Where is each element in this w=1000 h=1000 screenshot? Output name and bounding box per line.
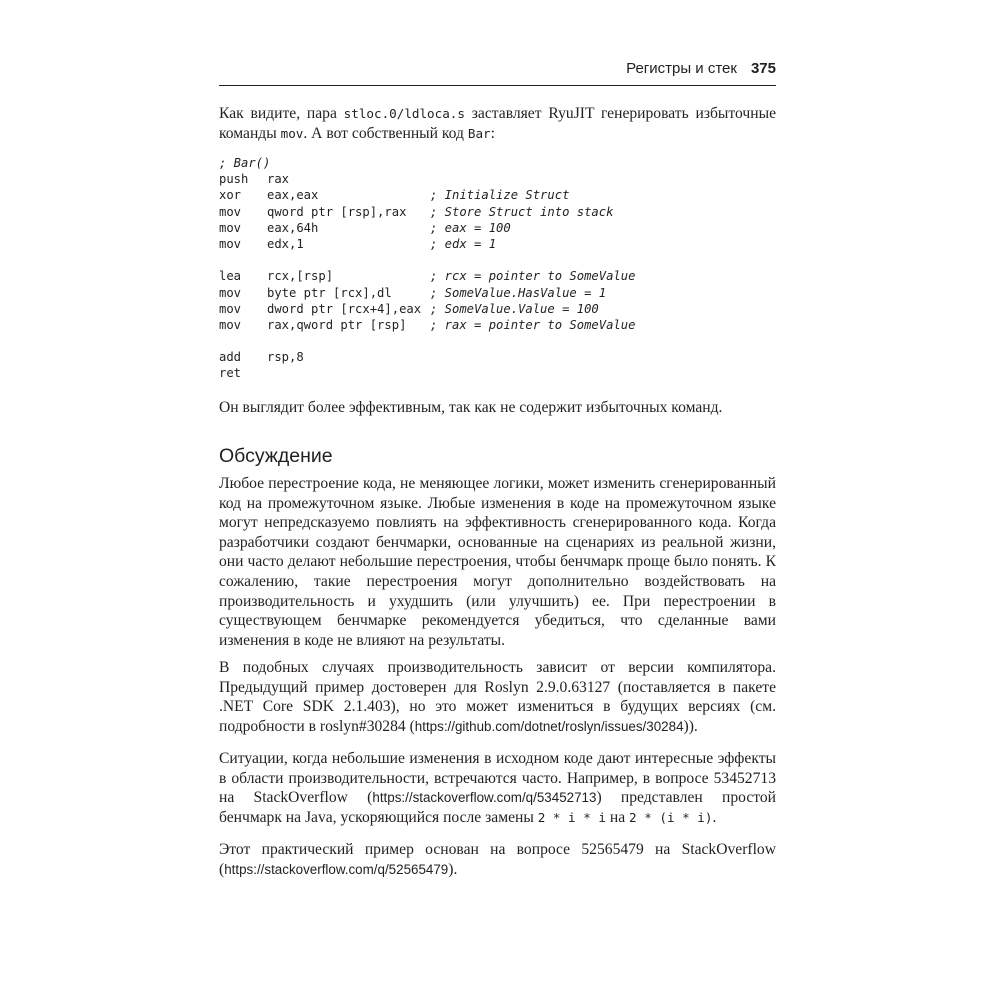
intro-text-4: : (490, 124, 495, 142)
p4-text: Этот практический пример основан на вопросе 52565479 на StackOverflow ( (219, 841, 776, 878)
code-opcode: mov (219, 285, 242, 300)
code-comment: ; eax = 100 (430, 220, 511, 235)
page-number: 375 (750, 60, 776, 77)
discussion-paragraph-2 (219, 658, 776, 736)
code-operands: rax (267, 172, 290, 187)
section-heading: Обсуждение (219, 445, 333, 467)
p4-end: ). (448, 860, 458, 878)
discussion-paragraph-1-block (219, 474, 776, 650)
discussion-paragraph-2-block (219, 658, 776, 736)
intro-code-bar: Bar (467, 125, 491, 141)
code-opcode: mov (219, 236, 242, 251)
code-operands: eax,64h (267, 220, 319, 235)
code-operands: rsp,8 (267, 350, 304, 365)
p3-text-1: Ситуации, когда небольшие изменения в исходном коде дают интересные эффекты в области производительности, встречаются часто. Например, в вопросе 53452713 на StackOverflow ( (219, 750, 776, 807)
discussion-paragraph-4 (219, 840, 776, 879)
intro-text-2: заставляет RyuJIT генерировать избыточные команды (219, 105, 776, 142)
running-header-section-title: Регистры и стек (626, 60, 737, 77)
discussion-paragraph-3-block (219, 749, 776, 827)
code-comment: ; SomeValue.HasValue = 1 (430, 285, 607, 300)
code-line (219, 220, 776, 236)
after-code-block (219, 398, 776, 418)
discussion-paragraph-4-block (219, 840, 776, 879)
code-line (219, 204, 776, 220)
code-line (219, 187, 776, 203)
p3-text-3: на (605, 808, 630, 826)
code-opcode: mov (219, 301, 242, 316)
code-comment: ; rax = pointer to SomeValue (430, 317, 636, 332)
code-operands: qword ptr [rsp],rax (267, 204, 407, 219)
intro-paragraph-block (219, 104, 776, 143)
code-line (219, 301, 776, 317)
p2-end: )). (683, 717, 698, 735)
running-header (219, 59, 776, 79)
intro-code-stloc: stloc.0/ldloca.s (343, 106, 465, 121)
code-line (219, 349, 776, 365)
stackoverflow-53452713-link[interactable]: https://stackoverflow.com/q/53452713 (372, 790, 597, 806)
code-line (219, 236, 776, 252)
intro-text-1: Как видите, пара (219, 105, 344, 122)
code-line (219, 171, 776, 187)
intro-code-mov: mov (280, 125, 304, 141)
intro-text-3: . А вот собственный код (303, 124, 468, 142)
p2-text: В подобных случаях производительность зависит от версии компилятора. Предыдущий пример достоверен для Roslyn 2.9.0.63127 (поставляется в пакете .NET Core SDK 2.1.403), но это может измениться в будущих версиях (см. подробности в roslyn#30284 ( (219, 659, 776, 735)
discussion-paragraph-3 (219, 749, 776, 827)
p3-text-2: ) представлен простой бенчмарк на Java, ускоряющийся после замены (219, 789, 776, 826)
roslyn-issue-link[interactable]: https://github.com/dotnet/roslyn/issues/30284 (414, 718, 684, 734)
code-opcode: mov (219, 204, 242, 219)
discussion-paragraph-1: Любое перестроение кода, не меняющее логики, может изменить сгенерированный код на промежуточном языке. Любые изменения в коде на промежуточном языке могут непредсказуемо повлиять на эффективность сгенерированного кода. Когда разработчики создают бенчмарки, основанные на сценариях из реальной жизни, они часто делают небольшие перестроения, чтобы бенчмарк проще было понять. К сожалению, такие перестроения могут дополнительно воздействовать на производительность и ухудшить (или улучшить) ее. При перестроении в существующем бенчмарке рекомендуется убедиться, что сделанные вами изменения в коде не влияют на результаты. (219, 475, 776, 649)
code-opcode: mov (219, 317, 242, 332)
code-opcode: push (219, 172, 249, 187)
code-operands: dword ptr [rcx+4],eax (267, 301, 422, 316)
code-opcode: add (219, 350, 242, 365)
code-comment: ; Store Struct into stack (430, 204, 614, 219)
code-comment: ; SomeValue.Value = 100 (430, 301, 599, 316)
code-comment: ; Bar() (219, 156, 271, 170)
code-line (219, 252, 776, 268)
code-comment: ; Initialize Struct (430, 188, 570, 203)
code-line (219, 333, 776, 349)
book-page (219, 0, 776, 1000)
code-operands: edx,1 (267, 236, 304, 251)
code-line (219, 285, 776, 301)
p3-code-expr-1: 2 * i * i (537, 809, 606, 825)
code-opcode: lea (219, 269, 242, 284)
code-line (219, 268, 776, 284)
intro-paragraph (219, 104, 776, 143)
code-line (219, 317, 776, 333)
code-operands: eax,eax (267, 188, 319, 203)
code-opcode: mov (219, 220, 242, 235)
p3-code-expr-2: 2 * (i * i) (629, 809, 713, 825)
assembly-code-listing (219, 155, 776, 382)
code-line (219, 155, 776, 171)
code-operands: rcx,[rsp] (267, 269, 334, 284)
code-comment: ; edx = 1 (430, 236, 497, 251)
code-operands: byte ptr [rcx],dl (267, 285, 392, 300)
stackoverflow-52565479-link[interactable]: https://stackoverflow.com/q/52565479 (224, 861, 449, 877)
code-operands: rax,qword ptr [rsp] (267, 317, 407, 332)
code-opcode: xor (219, 188, 242, 203)
code-comment: ; rcx = pointer to SomeValue (430, 269, 636, 284)
p3-end: . (712, 808, 717, 826)
code-opcode: ret (219, 366, 242, 381)
after-code-paragraph: Он выглядит более эффективным, так как не содержит избыточных команд. (219, 399, 723, 416)
header-rule (219, 85, 776, 86)
code-line (219, 365, 776, 381)
